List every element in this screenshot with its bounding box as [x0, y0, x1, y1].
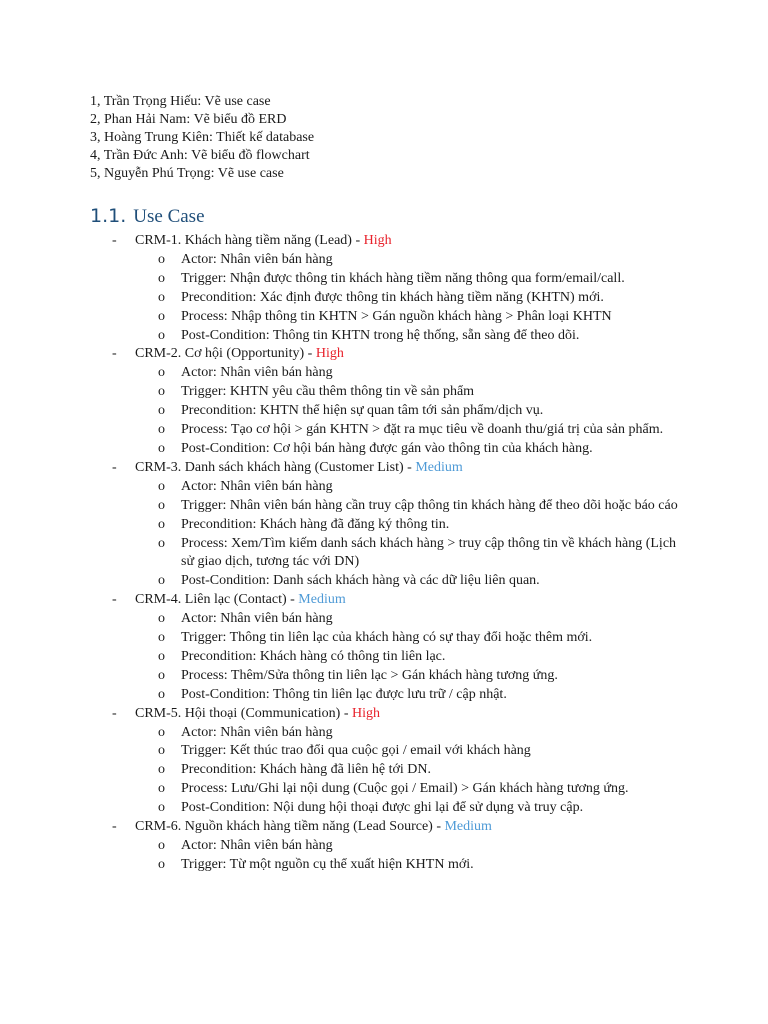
circle-bullet: o [158, 667, 165, 683]
use-case-title-text: CRM-6. Nguồn khách hàng tiềm năng (Lead Source) - [135, 819, 445, 835]
use-case-item [90, 459, 690, 591]
use-case-title-text: CRM-5. Hội thoại (Communication) - [135, 705, 352, 721]
detail-text: Precondition: Khách hàng có thông tin liên lạc. [181, 648, 446, 664]
circle-bullet: o [158, 686, 165, 702]
priority-label: High [351, 705, 380, 721]
dash-bullet: - [112, 459, 117, 475]
use-case-detail [90, 780, 690, 799]
circle-bullet: o [158, 800, 165, 816]
use-case-detail [90, 478, 690, 497]
use-case-detail [90, 856, 690, 875]
member-line: 3, Hoàng Trung Kiên: Thiết kế database [90, 130, 315, 145]
use-case-list [90, 232, 690, 875]
circle-bullet: o [158, 516, 165, 532]
use-case-item [90, 345, 690, 458]
circle-bullet: o [158, 630, 165, 646]
use-case-item [90, 591, 690, 704]
detail-text: Trigger: Thông tin liên lạc của khách hàng có sự thay đổi hoặc thêm mới. [181, 630, 593, 646]
use-case-detail [90, 270, 690, 289]
circle-bullet: o [158, 497, 165, 513]
priority-label: Medium [415, 459, 463, 475]
detail-text: Process: Xem/Tìm kiếm danh sách khách hàng > truy cập thông tin về khách hàng (Lịch sử giao dịch, tương tác với DN) [181, 535, 677, 570]
circle-bullet: o [158, 270, 165, 286]
detail-text: Trigger: Nhân viên bán hàng cần truy cập thông tin khách hàng để theo dõi hoặc báo cáo [181, 497, 678, 513]
section-heading [90, 203, 690, 230]
dash-bullet: - [112, 592, 117, 608]
use-case-title-text: CRM-3. Danh sách khách hàng (Customer List) - [135, 459, 416, 475]
member-list [90, 93, 690, 183]
detail-text: Post-Condition: Danh sách khách hàng và các dữ liệu liên quan. [181, 573, 540, 589]
member-line: 4, Trần Đức Anh: Vẽ biểu đồ flowchart [90, 148, 310, 163]
use-case-detail [90, 535, 690, 573]
circle-bullet: o [158, 289, 165, 305]
use-case-detail [90, 402, 690, 421]
detail-text: Post-Condition: Thông tin KHTN trong hệ thống, sẵn sàng để theo dõi. [181, 327, 580, 343]
circle-bullet: o [158, 422, 165, 438]
detail-text: Precondition: KHTN thể hiện sự quan tâm tới sản phẩm/dịch vụ. [181, 403, 544, 419]
member-line: 5, Nguyễn Phú Trọng: Vẽ use case [90, 166, 284, 181]
use-case-detail [90, 251, 690, 270]
detail-text: Actor: Nhân viên bán hàng [181, 251, 333, 267]
detail-text: Post-Condition: Nội dung hội thoại được ghi lại để sử dụng và truy cập. [181, 800, 584, 816]
use-case-title [135, 345, 690, 364]
member-line: 2, Phan Hải Nam: Vẽ biểu đồ ERD [90, 112, 287, 127]
detail-text: Actor: Nhân viên bán hàng [181, 478, 333, 494]
dash-bullet: - [112, 233, 117, 248]
use-case-detail [90, 289, 690, 308]
priority-label: High [363, 233, 392, 248]
detail-text: Post-Condition: Thông tin liên lạc được lưu trữ / cập nhật. [181, 686, 507, 702]
circle-bullet: o [158, 384, 165, 400]
circle-bullet: o [158, 762, 165, 778]
use-case-detail [90, 572, 690, 591]
use-case-title [135, 591, 690, 610]
circle-bullet: o [158, 308, 165, 324]
use-case-title [135, 705, 690, 724]
priority-label: High [315, 346, 344, 362]
circle-bullet: o [158, 478, 165, 494]
detail-text: Trigger: KHTN yêu cầu thêm thông tin về sản phẩm [181, 384, 475, 400]
detail-text: Actor: Nhân viên bán hàng [181, 365, 333, 381]
member-line: 1, Trần Trọng Hiếu: Vẽ use case [90, 94, 271, 109]
dash-bullet: - [112, 705, 117, 721]
circle-bullet: o [158, 365, 165, 381]
use-case-detail [90, 761, 690, 780]
use-case-title-text: CRM-2. Cơ hội (Opportunity) - [135, 346, 316, 362]
use-case-detail [90, 742, 690, 761]
circle-bullet: o [158, 648, 165, 664]
use-case-detail [90, 686, 690, 705]
detail-text: Process: Tạo cơ hội > gán KHTN > đặt ra mục tiêu về doanh thu/giá trị của sản phẩm. [181, 422, 664, 438]
circle-bullet: o [158, 743, 165, 759]
use-case-detail [90, 516, 690, 535]
detail-text: Process: Lưu/Ghi lại nội dung (Cuộc gọi / Email) > Gán khách hàng tương ứng. [181, 781, 629, 797]
use-case-title [135, 459, 690, 478]
detail-text: Process: Nhập thông tin KHTN > Gán nguồn khách hàng > Phân loại KHTN [181, 308, 612, 324]
circle-bullet: o [158, 251, 165, 267]
use-case-detail [90, 610, 690, 629]
circle-bullet: o [158, 440, 165, 456]
circle-bullet: o [158, 724, 165, 740]
detail-text: Precondition: Xác định được thông tin khách hàng tiềm năng (KHTN) mới. [181, 289, 604, 305]
circle-bullet: o [158, 573, 165, 589]
detail-text: Precondition: Khách hàng đã liên hệ tới DN. [181, 762, 432, 778]
circle-bullet: o [158, 838, 165, 853]
use-case-title-text: CRM-1. Khách hàng tiềm năng (Lead) - [135, 233, 364, 248]
use-case-detail [90, 724, 690, 743]
section-number: 1.1. [90, 205, 127, 227]
detail-text: Precondition: Khách hàng đã đăng ký thông tin. [181, 516, 450, 532]
circle-bullet: o [158, 781, 165, 797]
use-case-item [90, 705, 690, 818]
use-case-item [90, 818, 690, 875]
circle-bullet: o [158, 535, 165, 551]
use-case-detail [90, 667, 690, 686]
detail-text: Post-Condition: Cơ hội bán hàng được gán vào thông tin của khách hàng. [181, 440, 593, 456]
use-case-detail [90, 364, 690, 383]
use-case-title [135, 232, 690, 251]
use-case-detail [90, 837, 690, 856]
use-case-detail [90, 383, 690, 402]
detail-text: Actor: Nhân viên bán hàng [181, 611, 333, 627]
circle-bullet: o [158, 403, 165, 419]
use-case-detail [90, 308, 690, 327]
dash-bullet: - [112, 346, 117, 362]
circle-bullet: o [158, 611, 165, 627]
dash-bullet: - [112, 819, 117, 835]
use-case-detail [90, 440, 690, 459]
use-case-title [135, 818, 690, 837]
use-case-detail [90, 327, 690, 346]
circle-bullet: o [158, 327, 165, 343]
priority-label: Medium [298, 592, 346, 608]
use-case-detail [90, 799, 690, 818]
detail-text: Trigger: Từ một nguồn cụ thể xuất hiện KHTN mới. [181, 856, 474, 872]
use-case-detail [90, 421, 690, 440]
use-case-title-text: CRM-4. Liên lạc (Contact) - [135, 592, 299, 608]
detail-text: Process: Thêm/Sửa thông tin liên lạc > Gán khách hàng tương ứng. [181, 667, 558, 683]
detail-text: Trigger: Nhận được thông tin khách hàng tiềm năng thông qua form/email/call. [181, 270, 625, 286]
use-case-detail [90, 648, 690, 667]
use-case-detail [90, 497, 690, 516]
priority-label: Medium [444, 819, 492, 835]
detail-text: Actor: Nhân viên bán hàng [181, 838, 333, 853]
circle-bullet: o [158, 856, 165, 872]
detail-text: Trigger: Kết thúc trao đổi qua cuộc gọi / email với khách hàng [181, 743, 531, 759]
document-page [90, 93, 690, 875]
use-case-detail [90, 629, 690, 648]
detail-text: Actor: Nhân viên bán hàng [181, 724, 333, 740]
section-title: Use Case [133, 206, 205, 227]
use-case-item [90, 232, 690, 345]
